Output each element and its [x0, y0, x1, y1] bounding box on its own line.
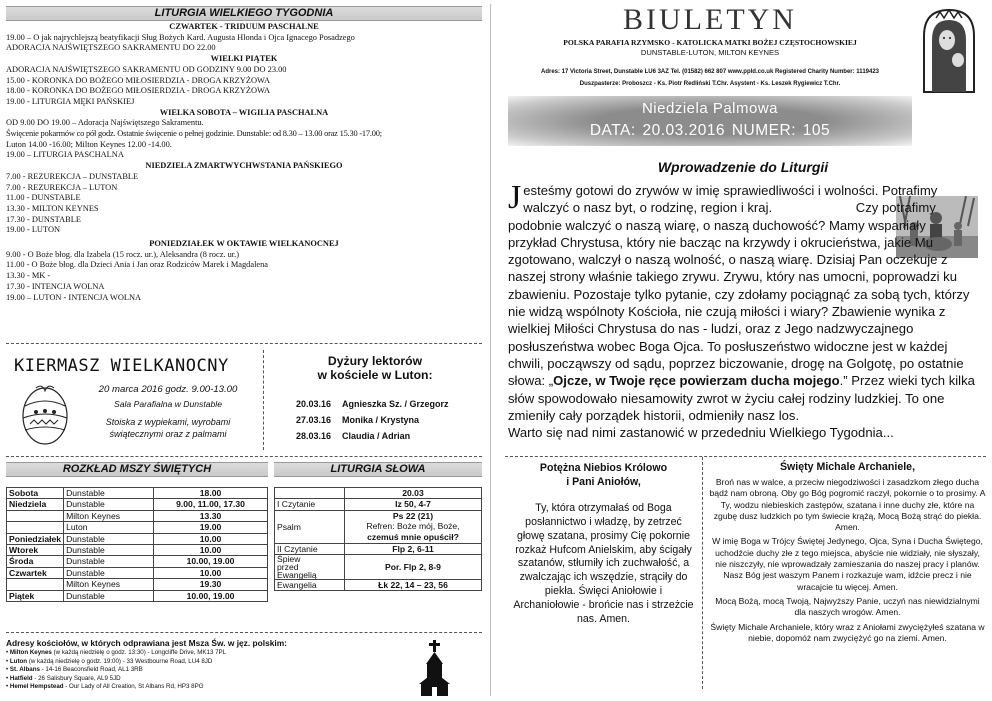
table-row: 20.03: [275, 488, 482, 499]
page-divider: [490, 4, 491, 696]
program-line: 7.00 - REZUREKCJA – LUTON: [6, 182, 118, 192]
bulletin-title: BIULETYN: [623, 3, 797, 36]
intro-paragraph: .” Przez wieki tych kilka słów spowodowało niesamowity zwrot w życiu całej rodziny ludzkiej. To one zmieniły cały porządek historii, odmieniły nasz los.: [508, 373, 975, 423]
program-line: 19.00 - LITURGIA MĘKI PAŃSKIEJ: [6, 96, 135, 106]
program-line: 9.00 - O Boże błog. dla Izabela (15 rocz. ur.), Aleksandra (8 rocz. ur.): [6, 249, 240, 259]
heading-sunday: NIEDZIELA ZMARTWYCHWSTANIA PAŃSKIEGO: [145, 161, 343, 171]
program-line: 11.00 - O Boże błog. dla Dzieci Ania i Jan oraz Rodziców Marek i Magdalena: [6, 260, 269, 270]
church-addresses-title: Adresy kościołów, w których odprawiana jest Msza Św. w jęz. polskim:: [6, 638, 287, 648]
prayer-queen-subtitle: i Pani Aniołów,: [566, 475, 641, 488]
table-row: Niedziela Dunstable 9.00, 11.00, 17.30: [7, 499, 268, 510]
prayers-section: [505, 456, 986, 688]
program-line: 19.00 – LITURGIA PASCHALNA: [6, 150, 124, 160]
divider: [263, 350, 264, 450]
program-line: 13.30 - MK -: [6, 271, 51, 281]
list-item: • Milton Keynes (w każdą niedzielę o godz. 13:30) - Longcliffe Drive, MK13 7PL: [6, 649, 227, 656]
program-line: 19.00 – O jak najrychlejszą beatyfikacji Sług Bożych Kard. Augusta Hlonda i Ojca Ignacego Posadzego: [6, 32, 355, 42]
program-title: LITURGIA WIELKIEGO TYGODNIA: [6, 6, 482, 21]
issue-banner: [508, 96, 912, 146]
list-item: • St. Albans - 14-16 Beaconsfield Road, AL1 3RB: [6, 666, 143, 674]
intro-dropcap: J: [508, 179, 522, 216]
parish-priests: Duszpasterze: Proboszcz - Ks. Piotr Redliński T.Chr. Asystent - Ks. Leszek Rygiewicz T.Chr.: [579, 81, 841, 87]
prayer-michael: [709, 457, 986, 644]
church-addresses: [6, 638, 482, 692]
prayer-michael-paragraph: Święty Michale Archaniele, który wraz z Aniołami zwyciężyłeś szatana w niebie, dopomóż nam zwyciężyć go na ziemi. Amen.: [710, 621, 985, 643]
table-row: Sobota Dunstable 18.00: [7, 488, 268, 499]
program-line: 15.00 - KORONKA DO BOŻEGO MIŁOSIERDZIA - DROGA KRZYŻOWA: [6, 75, 271, 85]
program-line: Luton 14.00 -16.00; Milton Keynes 12.00 -14.00.: [6, 139, 172, 149]
parish-location: DUNSTABLE-LUTON, MILTON KEYNES: [640, 48, 780, 57]
heading-saturday: WIELKA SOBOTA – WIGILIA PASCHALNA: [159, 107, 329, 117]
intro-paragraph: Warto się nad nimi zastanowić w przededniu Wielkiego Tygodnia...: [508, 425, 894, 441]
intro-paragraph: Czy potrafimy podobnie walczyć o naszą wiarę, o naszą duchowość? Mamy wspaniały przykład Chrystusa, który nie bacząc na krzywdy i okrucieństwa, jakie Mu zgotowano, walczył o naszą wolność, o naszą wiarę. Dzisiaj Pan oczekuje z naszej strony właśnie takiego zrywu. Zrywu, który nas umocni, poprowadzi ku zbawieniu. Pozostaje tylko pytanie, czy zdołamy pociągnąć za sobą tych, którzy nie widzą wspólnoty Kościoła, nie czują miłości i wiary? Zbawienie wynika z wielkiej Miłości Chrystusa do nas - ludzi, oraz z Jego nadzwyczajnego posłuszeństwa wobec Boga Ojca. To posłuszeństwo widoczne jest w każdej chwili, począwszy od sądu, poprzez biczowanie, drogę na Golgotę, po ostatnie słowa: „: [508, 200, 970, 389]
divider: [6, 343, 482, 344]
duty-row: 20.03.16 Agnieszka Sz. / Grzegorz: [296, 399, 449, 409]
heading-thursday: CZWARTEK - TRIDUUM PASCHALNE: [169, 22, 319, 31]
easter-egg-icon: [14, 382, 76, 446]
table-row: Milton Keynes 19.30: [7, 579, 268, 590]
program-line: ADORACJA NAJŚWIĘTSZEGO SAKRAMENTU OD GODZINY 9.00 DO 23.00: [6, 64, 287, 74]
program-line: 11.00 - DUNSTABLE: [6, 193, 81, 203]
issue-date-number: DATA: 20.03.2016 NUMER: 105: [589, 122, 831, 139]
issue-sunday: Niedziela Palmowa: [641, 100, 779, 117]
program-line: 13.30 - MILTON KEYNES: [6, 203, 99, 213]
reader-duty-title: Dyżury lektorów: [327, 354, 423, 368]
intro-title: Wprowadzenie do Liturgii: [657, 159, 829, 175]
divider: [6, 632, 482, 633]
heading-monday: PONIEDZIAŁEK W OKTAWIE WIELKANOCNEJ: [149, 239, 339, 249]
table-row: I Czytanie Iz 50, 4-7: [275, 499, 482, 510]
table-row: II Czytanie Flp 2, 6-11: [275, 543, 482, 554]
easter-fair-desc: świątecznymi oraz z palmami: [109, 429, 227, 439]
mass-schedule: [6, 462, 268, 602]
program-line: OD 9.00 DO 19.00 – Adoracja Najświętszego Sakramentu.: [6, 118, 204, 128]
parish-address: Adres: 17 Victoria Street, Dunstable LU6 3AZ Tel. (01582) 662 807 www.ppld.co.uk Registered Charity Number: 1119423: [540, 69, 879, 75]
readings-table: [274, 487, 482, 591]
mass-schedule-title: ROZKŁAD MSZY ŚWIĘTYCH: [6, 462, 268, 477]
intro-text: [508, 179, 978, 441]
program-line: 17.30 - DUNSTABLE: [6, 214, 81, 224]
mass-schedule-table: [6, 487, 268, 602]
program-line: 7.00 - REZUREKCJA – DUNSTABLE: [6, 171, 139, 181]
program-line: 19.00 - LUTON: [6, 225, 61, 235]
reader-duty-box: [268, 350, 482, 450]
list-item: • Hemel Hempstead - Our Lady of All Creation, St Albans Rd, HP3 8PG: [6, 683, 204, 691]
liturgy-of-word: [274, 462, 482, 591]
holy-week-program: [6, 6, 482, 303]
table-row: Środa Dunstable 10.00, 19.00: [7, 556, 268, 567]
heading-friday: WIELKI PIĄTEK: [210, 54, 278, 64]
program-line: ADORACJA NAJŚWIĘTSZEGO SAKRAMENTU DO 22.00: [6, 43, 216, 53]
prayer-queen-body: Ty, która otrzymałaś od Boga posłannictwo i władzę, by zetrzeć głowę szatana, prosimy Cię pokornie rozkaż Hufcom Anielskim, aby ścigały szatanów, stłumiły ich zuchwałość, a zwalczając ich wszędzie, strąciły do piekła. Święci Aniołowie i Archaniołowie - brońcie nas i strzeżcie nas. Amen.: [513, 501, 694, 626]
table-row: Śpiew przed Ewangelią Por. Flp 2, 8-9: [275, 555, 482, 580]
easter-fair-date: 20 marca 2016 godz. 9.00-13.00: [98, 384, 238, 395]
program-line: 17.30 - INTENCJA WOLNA: [6, 281, 105, 291]
prayer-michael-title: Święty Michale Archaniele,: [779, 461, 916, 473]
divider: [6, 456, 482, 457]
prayer-michael-paragraph: W imię Boga w Trójcy Świętej Jedynego, Ojca, Syna i Ducha Świętego, uchodźcie duchy złe z tego miejsca, abyście nie widziały, nie słyszały, nie niszczyły, nie wprowadzały zamieszania do naszej pracy i planów. Nasz Bóg jest waszym Panem i rozkazuje wam, idźcie precz i nie wracajcie tu więcej. Amen.: [712, 536, 983, 592]
program-line: 18.00 - KORONKA DO BOŻEGO MIŁOSIERDZIA - DROGA KRZYŻOWA: [6, 86, 271, 96]
easter-fair-box: [6, 350, 260, 450]
table-row: Wtorek Dunstable 10.00: [7, 545, 268, 556]
program-line: 19.00 – LUTON - INTENCJA WOLNA: [6, 292, 142, 302]
prayer-queen-title: Potężna Niebios Królowo: [539, 462, 668, 474]
table-row: Czwartek Dunstable 10.00: [7, 567, 268, 578]
easter-fair-place: Sala Parafialna w Dunstable: [114, 399, 222, 409]
table-row: Poniedziałek Dunstable 10.00: [7, 533, 268, 544]
table-row: Milton Keynes 13.30: [7, 510, 268, 521]
program-line: Święcenie pokarmów co pół godz. Ostatnie święcenie o pełnej godzinie. Dunstable: od 8.30 – 13.00 oraz 15.30 -17.00;: [6, 129, 382, 139]
intro-paragraph: esteśmy gotowi do zrywów w imię sprawiedliwości i wolności. Potrafimy walczyć o nasz byt, o rodzinę, region i kraj.: [523, 183, 938, 216]
intro-quote: Ojcze, w Twoje ręce powierzam ducha mojego: [553, 373, 840, 389]
prayer-michael-paragraph: Mocą Bożą, mocą Twoją, Najwyższy Panie, uczyń nas niewidzialnymi dla naszych wrogów. Amen.: [715, 595, 980, 618]
prayer-michael-paragraph: Broń nas w walce, a przeciw niegodziwości i zasadzkom złego ducha bądź nam obroną. Oby go Bóg pogromić raczył, pokornie o to prosimy. A Ty, wodzu niebieskich zastępów, szatana i inne duchy złe, które na zgubę dusz ludzkich po tym świecie krążą, Mocą Bożą strąć do piekła. Amen.: [709, 477, 986, 533]
duty-row: 28.03.16 Claudia / Adrian: [296, 431, 411, 441]
prayer-queen: [505, 457, 703, 689]
table-row: Luton 19.00: [7, 522, 268, 533]
liturgy-of-word-title: LITURGIA SŁOWA: [274, 462, 482, 477]
table-row: Psalm Ps 22 (21) Refren: Boże mój, Boże, czemuś mnie opuścił?: [275, 510, 482, 543]
duty-row: 27.03.16 Monika / Krystyna: [296, 415, 420, 425]
table-row: Piątek Dunstable 10.00, 19.00: [7, 590, 268, 601]
church-icon: [418, 640, 452, 696]
parish-name: POLSKA PARAFIA RZYMSKO - KATOLICKA MATKI BOŻEJ CZĘSTOCHOWSKIEJ: [563, 38, 857, 47]
reader-duty-subtitle: w kościele w Luton:: [317, 368, 433, 382]
madonna-icon: [914, 6, 984, 94]
table-row: Ewangelia Łk 22, 14 – 23, 56: [275, 580, 482, 591]
list-item: • Hatfield - 26 Salisbury Square, AL9 5JD: [6, 674, 121, 682]
easter-fair-title: KIERMASZ WIELKANOCNY: [14, 356, 229, 376]
easter-fair-desc: Stoiska z wypiekami, wyrobami: [105, 417, 231, 427]
list-item: • Luton (w każdą niedzielę o godz. 19:00) - 33 Westbourne Road, LU4 8JD: [6, 657, 213, 665]
